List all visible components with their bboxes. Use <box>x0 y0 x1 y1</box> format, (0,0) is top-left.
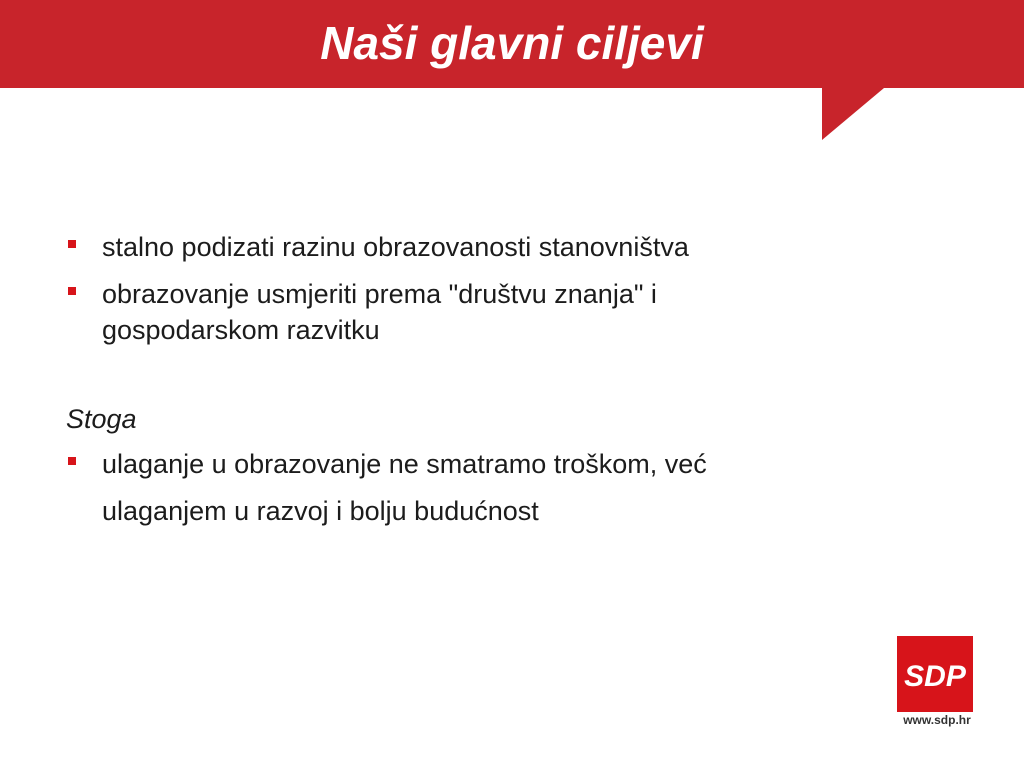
slide-title: Naši glavni ciljevi <box>320 17 704 69</box>
bullet-marker <box>68 287 76 295</box>
bullet-text: obrazovanje usmjeriti prema "društvu znanja" i <box>102 279 657 309</box>
website-url: www.sdp.hr <box>903 713 971 727</box>
bullet-text: stalno podizati razinu obrazovanosti stanovništva <box>102 232 689 262</box>
bullet-marker <box>68 240 76 248</box>
logo-text: SDP <box>904 660 966 693</box>
bullet-text-continuation: gospodarskom razvitku <box>102 315 380 345</box>
bullet-text: ulaganje u obrazovanje ne smatramo troškom, već <box>102 449 707 479</box>
sdp-logo-icon <box>897 636 973 712</box>
subheading: Stoga <box>66 404 137 434</box>
bullet-marker <box>68 457 76 465</box>
bullet-text-continuation: ulaganjem u razvoj i bolju budućnost <box>102 496 539 526</box>
